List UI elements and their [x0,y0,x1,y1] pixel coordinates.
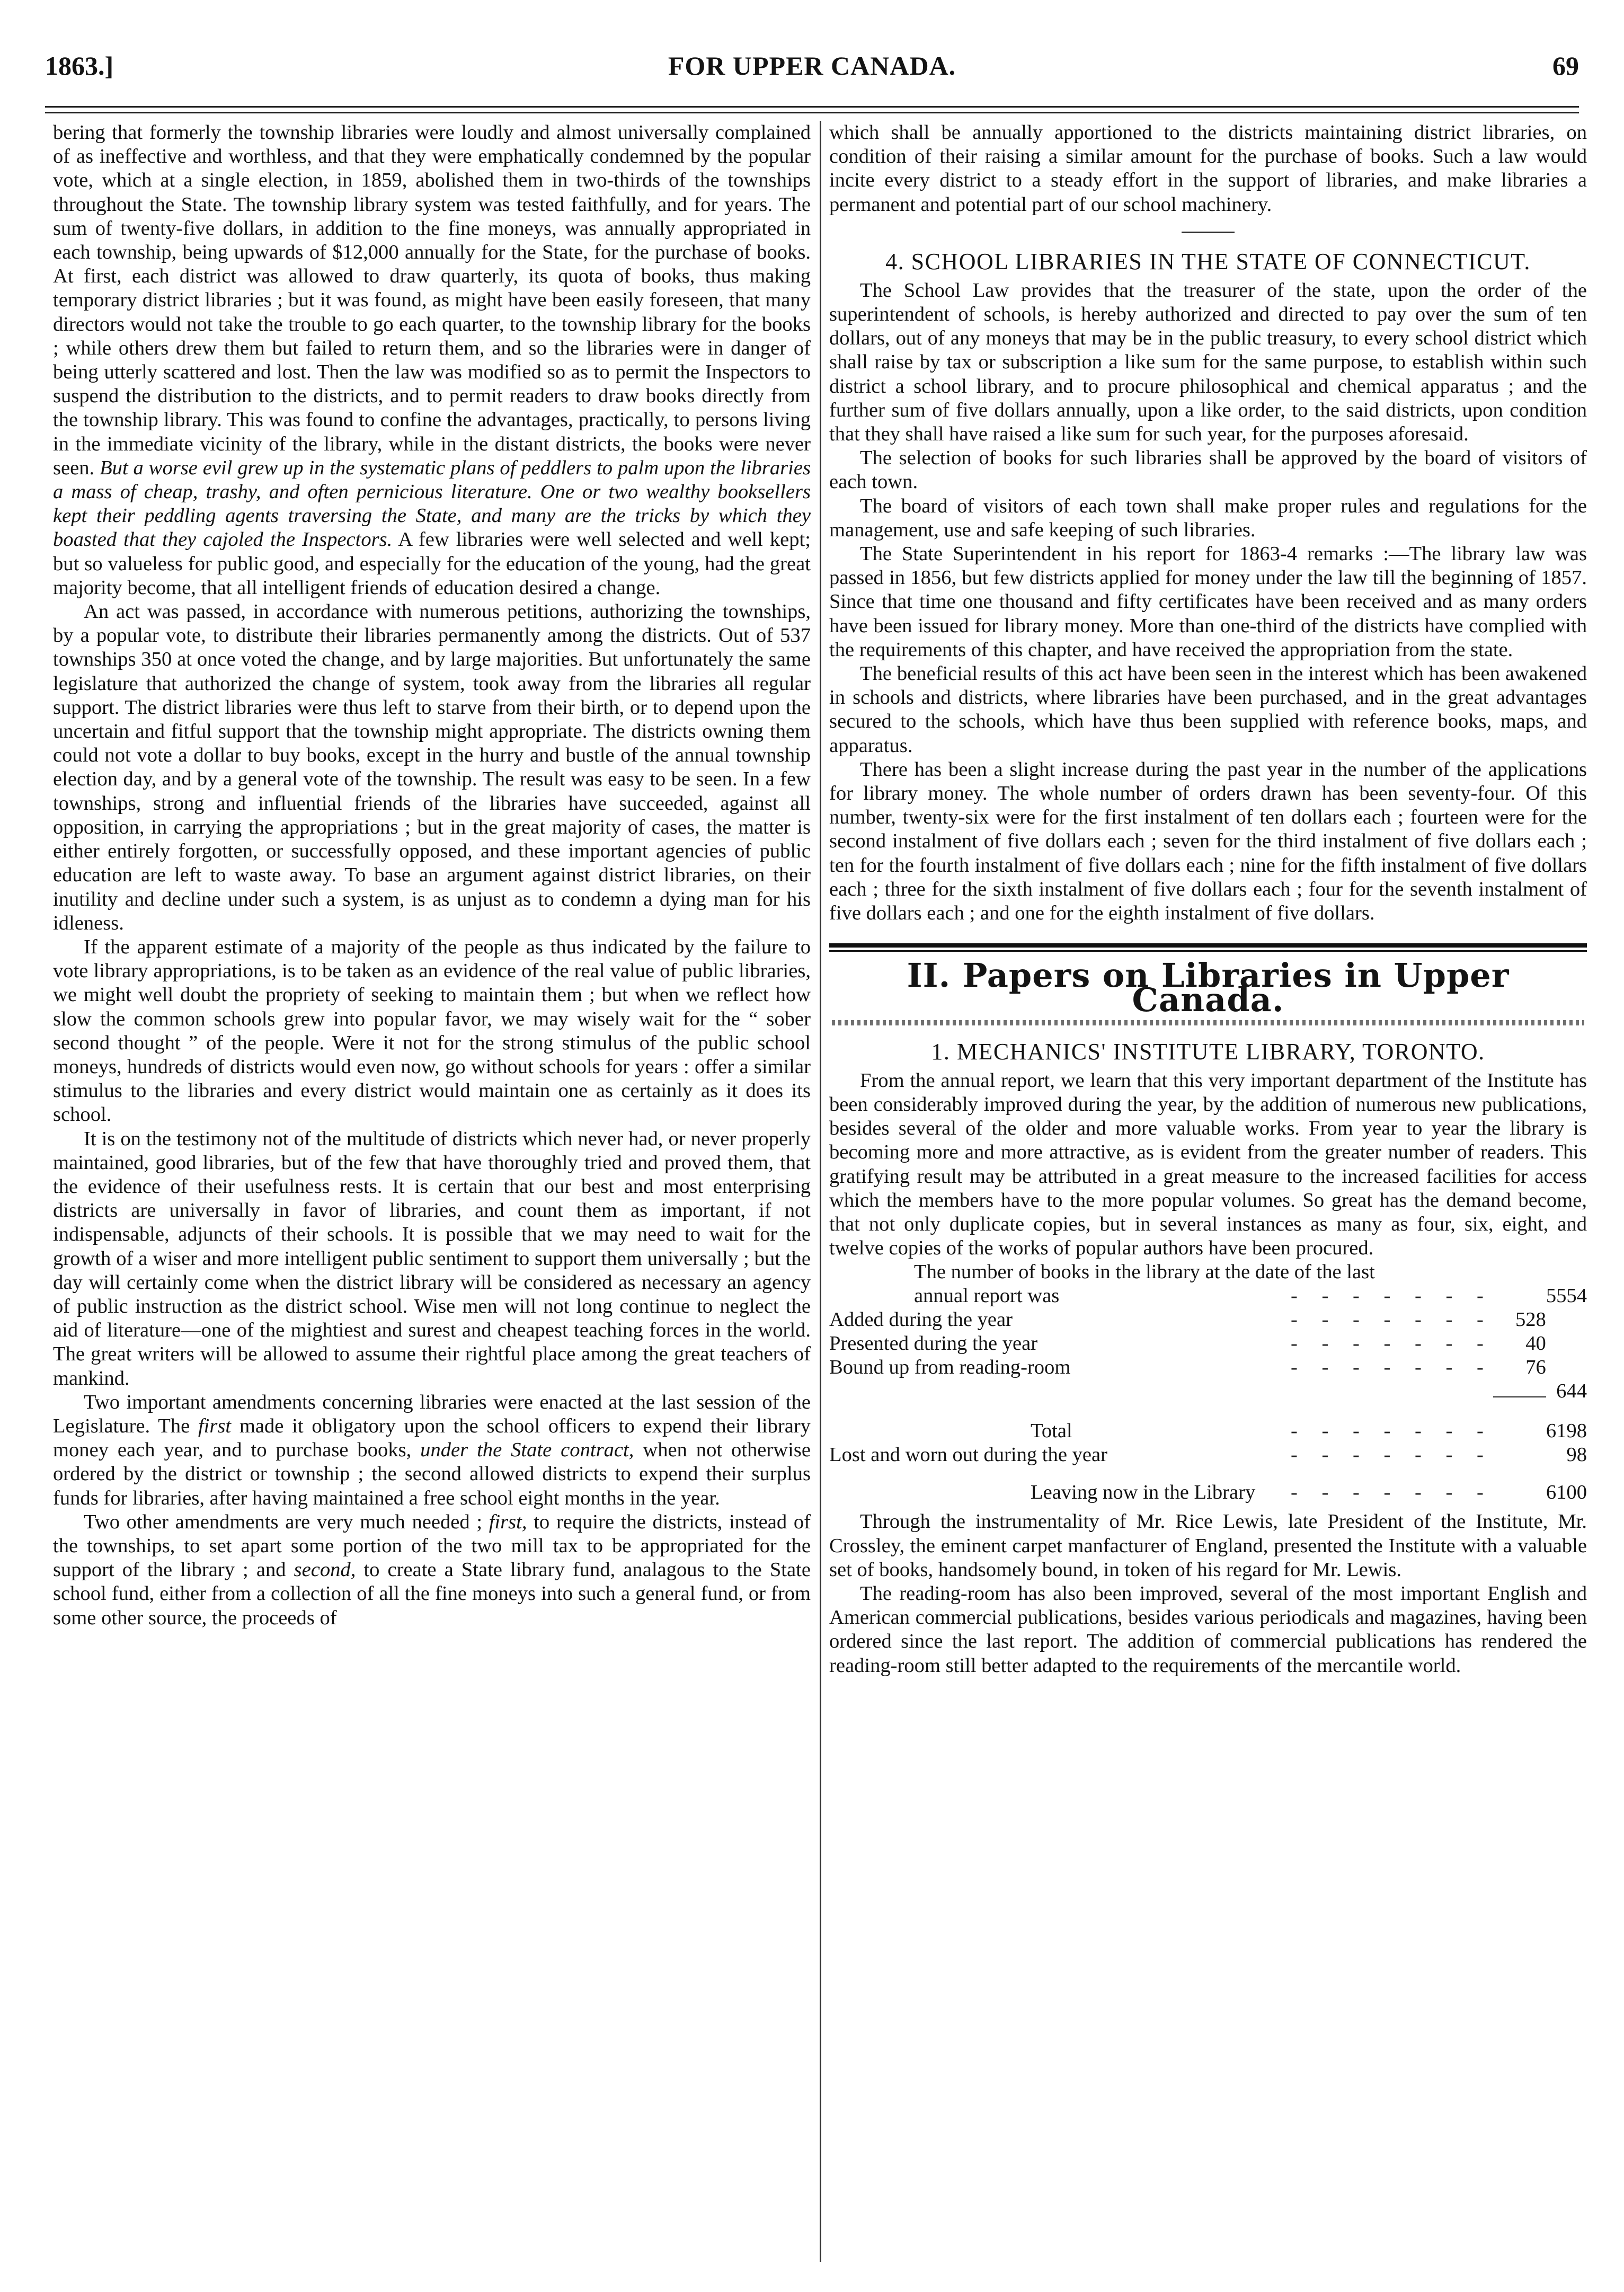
leader-dots: - - - - - - - [1291,1444,1493,1466]
section-divider [1182,232,1235,233]
table-label: Leaving now in the Library [1031,1481,1256,1504]
table-value: 98 [1566,1444,1587,1466]
paragraph: There has been a slight increase during the past year in the number of the applications for library money. The whole number of orders drawn has been seventy-four. Of this number, twenty-six were for the first instalment of ten dollars each ; fourteen were for the second instalment of five dollars each ; seven for the third instalment of five dollars each ; ten for the fourth instalment of five dollars each ; nine for the fifth instalment of five dollars each ; three for the sixth instalment of five dollars each ; four for the seventh instalment of five dollars each ; and one for the eighth instalment of five dollars. [829,758,1587,925]
header-rule-top [45,106,1579,108]
table-value: 528 [1515,1308,1546,1331]
section-heading: 4. SCHOOL LIBRARIES IN THE STATE OF CONNECTICUT. [885,248,1531,275]
paragraph: The beneficial results of this act have been seen in the interest which has been awakened in schools and districts, where libraries have been purchased, and in the great advantages secured to the schools, which have thus been supplied with reference books, maps, and apparatus. [829,662,1587,757]
table-value: 6198 [1546,1420,1587,1443]
table-label: annual report was [914,1285,1060,1307]
header-year: 1863.] [45,51,114,81]
table-label: The number of books in the library at the date of the last [914,1261,1375,1284]
table-value: 6100 [1546,1481,1587,1504]
leader-dots: - - - - - - - [1291,1308,1493,1331]
paragraph: An act was passed, in accordance with numerous petitions, authorizing the townships, by a popular vote, to distribute their libraries permanently among the districts. Out of 537 townships 350 at once voted the change, and by large majorities. But unfortunately the same legislature that authorized the change of system, took away from the libraries all regular support. The district libraries were thus left to starve from their birth, or to depend upon the uncertain and fitful support that the township might appropriate. The districts owning them could not vote a dollar to buy books, except in the hurry and bustle of the annual township election day, and by a general vote of the township. The result was easy to be seen. In a few townships, strong and influential friends of the libraries have succeeded, against all opposition, in carrying the appropriations ; but in the great majority of cases, the matter is either entirely forgotten, or successfully opposed, and these important agencies of public education are left to waste away. To base an argument against district libraries, on their inutility and decline under such a system, is as unjust as to condemn a dying man for his idleness. [53,600,811,934]
book-count-table [829,1260,1587,1505]
table-row [829,1356,1587,1379]
table-row [829,1284,1587,1308]
part-rule-thin [829,950,1587,952]
paragraph: The board of visitors of each town shall make proper rules and regulations for the management, use and safe keeping of such libraries. [829,494,1587,541]
header-title: FOR UPPER CANADA. [668,51,956,81]
paragraph: Through the instrumentality of Mr. Rice Lewis, late President of the Institute, Mr. Crossley, the eminent carpet manfacturer of England, presented the Institute with a valuable set of books, handsomely bound, in token of his regard for Mr. Lewis. [829,1510,1587,1581]
table-row [829,1379,1587,1403]
paragraph: The reading-room has also been improved, several of the most important English and American commercial publications, besides various periodicals and magazines, having been ordered since the last report. The addition of commercial publications has rendered the reading-room still better adapted to the requirements of the mercantile world. [829,1582,1587,1677]
paragraph: Two other amendments are very much needed ; first, to require the districts, instead of the townships, to set apart some portion of the two mill tax to be appropriated for the support of the library ; and second, to create a State library fund, analagous to the State school fund, either from a collection of all the fine moneys into such a general fund, or from some other source, the proceeds of [53,1510,811,1629]
table-row [829,1403,1587,1419]
table-row [829,1308,1587,1332]
column-divider [820,121,821,2262]
header-rule-bottom [45,112,1579,113]
right-column [829,121,1587,2276]
page-number: 69 [1552,51,1579,81]
table-row [829,1467,1587,1481]
paragraph: Two important amendments concerning libraries were enacted at the last session of the Legislature. The first made it obligatory upon the school officers to expend their library money each year, and to purchase books, under the State contract, when not otherwise ordered by the district or township ; the second allowed districts to expend their surplus funds for libraries, after having maintained a free school eight months in the year. [53,1391,811,1509]
table-value: 5554 [1546,1285,1587,1307]
leader-dots: - - - - - - - [1291,1356,1493,1379]
paragraph: which shall be annually apportioned to the districts maintaining district libraries, on condition of their raising a similar amount for the purchase of books. Such a law would incite every district to a steady effort in the support of libraries, and make libraries a permanent and potential part of our school machinery. [829,121,1587,216]
italic-passage: But a worse evil grew up in the systematic plans of peddlers to palm upon the libraries a mass of cheap, trashy, and often pernicious literature. One or two wealthy booksellers kept their peddling agents traversing the State, and many are the tricks by which they boasted that they cajoled the Inspectors. [53,456,811,551]
section-heading: 1. MECHANICS' INSTITUTE LIBRARY, TORONTO. [931,1038,1485,1065]
table-row [829,1419,1587,1443]
table-row [829,1443,1587,1467]
paragraph: The State Superintendent in his report for 1863-4 remarks :—The library law was passed in 1856, but few districts applied for money under the law till the beginning of 1857. Since that time one thousand and fifty certificates have been received and as many orders have been issued for library money. More than one-third of the districts have complied with the requirements of this chapter, and have received the appropriation from the state. [829,543,1587,661]
part-rule-thick [829,943,1587,948]
leader-dots: - - - - - - - [1291,1420,1493,1443]
paragraph: If the apparent estimate of a majority of the people as thus indicated by the failure to vote library appropriations, is to be taken as an evidence of the real value of public libraries, we might well doubt the propriety of seeking to maintain them ; but when we reflect how slow the common schools grew into popular favor, we may wisely wait for the “ sober second thought ” of the people. Were it not for the strong stimulus of the public school moneys, hundreds of districts would even now, go without schools for years : offer a similar stimulus to the libraries and every district would maintain one as certainly as it does its school. [53,935,811,1126]
ornamental-rule [832,1020,1584,1025]
paragraph: From the annual report, we learn that this very important department of the Institute has been considerably improved during the year, by the addition of numerous new publications, besides several of the older and more valuable works. From year to year the library is becoming more and more attractive, as is evident from the greater number of readers. This gratifying result may be attributed in a great measure to the increased facilities for access which the members have to the more popular volumes. So great has the demand become, that not only duplicate copies, but in several instances as many as four, six, eight, and twelve copies of the works of popular authors have been procured. [829,1069,1587,1260]
table-label: Presented during the year [829,1332,1038,1355]
paragraph: The School Law provides that the treasurer of the state, upon the order of the superintendent of schools, is hereby authorized and directed to pay over the sum of ten dollars, out of any moneys that may be in the public treasury, to every school district which shall raise by tax or subscription a like sum for the same purpose, to establish within such district a school library, and to procure philosophical and chemical apparatus ; and the further sum of five dollars annually, upon a like order, to the said districts, upon condition that they shall have raised a like sum for such year, for the purposes aforesaid. [829,279,1587,446]
part-heading: II. Papers on Libraries in Upper Canada. [907,956,1510,1019]
sum-rule [1493,1396,1546,1397]
table-value: 76 [1525,1356,1546,1379]
table-label: Total [1031,1420,1072,1443]
table-value: 644 [1556,1380,1587,1403]
table-row [829,1481,1587,1505]
table-label: Added during the year [829,1308,1013,1331]
paragraph: The selection of books for such libraries shall be approved by the board of visitors of each town. [829,447,1587,493]
table-label: Bound up from reading-room [829,1356,1071,1379]
left-column [53,121,811,2276]
table-row [829,1260,1587,1284]
running-header [45,45,1579,93]
paragraph: bering that formerly the township libraries were loudly and almost universally complained of as ineffective and worthless, and that they were emphatically condemned by the popular vote, which at a single election, in 1859, abolished them in two-thirds of the townships throughout the State. The township library system was tested faithfully, and for years. The sum of twenty-five dollars, in addition to the fine moneys, was annually appropriated in each township, being upwards of $12,000 annually for the State, for the purchase of books. At first, each district was allowed to draw quarterly, its quota of books, thus making temporary district libraries ; but it was found, as might have been easily foreseen, that many directors would not take the trouble to go each quarter, to the township library for the books ; while others drew them but failed to return them, and so the libraries were in danger of being utterly scattered and lost. Then the law was modified so as to permit the Inspectors to suspend the distribution to the districts, and to permit readers to draw books directly from the township library. This was found to confine the advantages, practically, to persons living in the immediate vicinity of the library, while in the distant districts, the books were never seen. But a worse evil grew up in the systematic plans of peddlers to palm upon the libraries a mass of cheap, trashy, and often pernicious literature. One or two wealthy booksellers kept their peddling agents traversing the State, and many are the tricks by which they boasted that they cajoled the Inspectors. A few libraries were well selected and well kept; but so valueless for public good, and especially for the education of the young, had the great majority become, that all intelligent friends of education desired a change. [53,121,811,599]
table-label: Lost and worn out during the year [829,1444,1107,1466]
leader-dots: - - - - - - - [1291,1481,1493,1504]
table-value: 40 [1525,1332,1546,1355]
leader-dots: - - - - - - - [1291,1332,1493,1355]
leader-dots: - - - - - - - [1291,1285,1493,1307]
table-row [829,1332,1587,1356]
paragraph: It is on the testimony not of the multitude of districts which never had, or never properly maintained, good libraries, but of the few that have thoroughly tried and proved them, that the evidence of their usefulness rests. It is certain that our best and most enterprising districts are universally in favor of libraries, and count them as important, if not indispensable, adjuncts of their schools. It is possible that we may need to wait for the growth of a wiser and more intelligent public sentiment to support them universally ; but the day will certainly come when the district library will be considered as necessary an agency of public instruction as the district school. Wise men will not long continue to neglect the aid of literature—one of the mightiest and surest and cheapest teaching forces in the world. The great writers will be allowed to assume their rightful place among the great teachers of mankind. [53,1127,811,1390]
